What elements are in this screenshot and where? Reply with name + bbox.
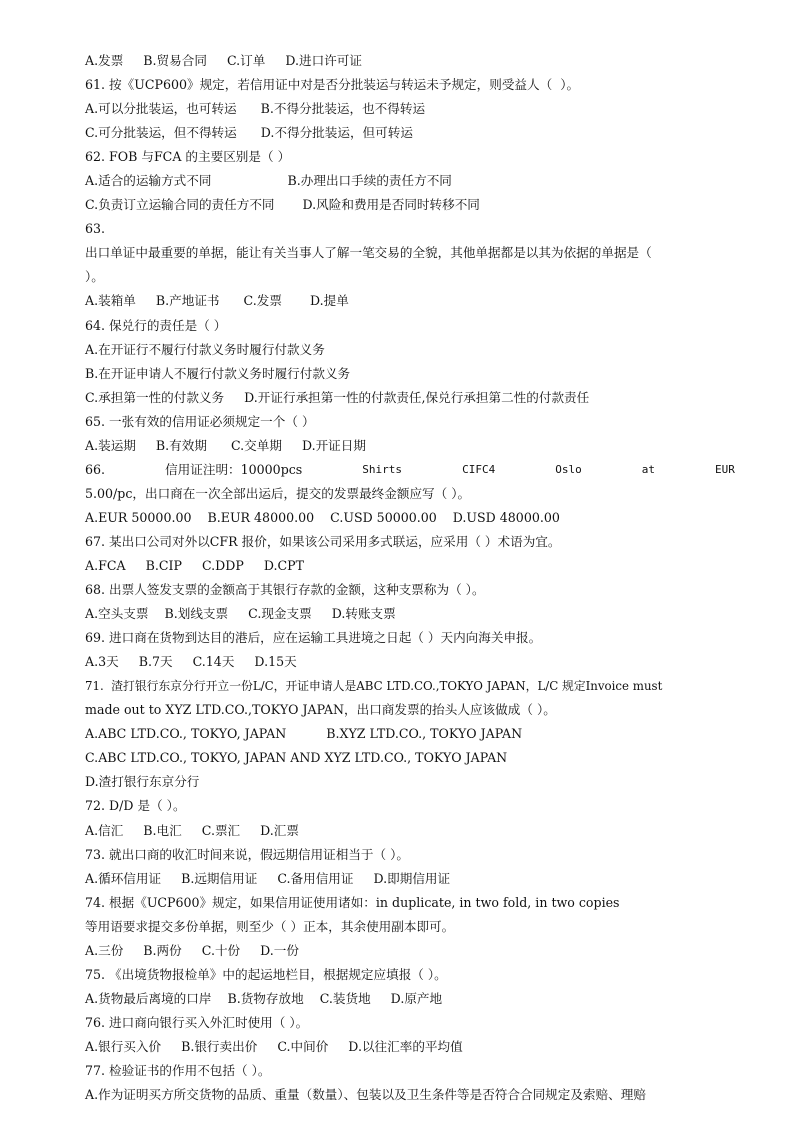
options-q67: A.FCA B.CIP C.DDP D.CPT [85, 557, 304, 573]
option-q77-a: A.作为证明买方所交货物的品质、重量（数量）、包装以及卫生条件等是否符合合同规定及索赔、理赔 [85, 1087, 646, 1103]
question-65: 65. 一张有效的信用证必须规定一个（ ） [85, 413, 315, 429]
option-q64-a: A.在开证行不履行付款义务时履行付款义务 [85, 341, 325, 357]
options-q75: A.货物最后离境的口岸 B.货物存放地 C.装货地 D.原产地 [85, 990, 443, 1006]
q66-part-shirts: Shirts [362, 462, 403, 476]
question-74-line1: 74. 根据《UCP600》规定，如果信用证使用诸如：in duplicate, in two fold, in two copies [85, 894, 620, 910]
q66-part-number: 66. [85, 461, 106, 477]
option-q64-b: B.在开证申请人不履行付款义务时履行付款义务 [85, 365, 351, 381]
q66-part-lc: 信用证注明：10000pcs [165, 461, 303, 477]
question-62: 62. FOB 与FCA 的主要区别是（ ） [85, 149, 291, 165]
question-68: 68. 出票人签发支票的金额高于其银行存款的金额，这种支票称为（ ）。 [85, 582, 485, 598]
options-q64-cd: C.承担第一性的付款义务 D.开证行承担第一性的付款责任,保兑行承担第二性的付款责任 [85, 389, 590, 405]
question-64: 64. 保兑行的责任是（ ） [85, 317, 227, 333]
q66-part-eur: EUR [715, 462, 735, 476]
options-q61-cd: C.可分批装运，但不得转运 D.不得分批装运，但可转运 [85, 125, 413, 141]
question-76: 76. 进口商向银行买入外汇时使用（ ）。 [85, 1014, 309, 1030]
question-63-number: 63. [85, 221, 106, 237]
question-66-line1 [85, 458, 735, 482]
question-61: 61. 按《UCP600》规定，若信用证中对是否分批装运与转运未予规定，则受益人（ ）。 [85, 77, 580, 93]
option-q71-c: C.ABC LTD.CO., TOKYO, JAPAN AND XYZ LTD.CO., TOKYO JAPAN [85, 750, 508, 766]
question-63-end: ）。 [85, 269, 104, 285]
options-q72: A.信汇 B.电汇 C.票汇 D.汇票 [85, 822, 299, 838]
question-71-line2: made out to XYZ LTD.CO.,TOKYO JAPAN，出口商发票的抬头人应该做成（ ）。 [85, 702, 556, 718]
options-q62-cd: C.负责订立运输合同的责任方不同 D.风险和费用是否同时转移不同 [85, 197, 480, 213]
answer-options-q60: A.发票 B.贸易合同 C.订单 D.进口许可证 [85, 53, 362, 68]
options-q63: A.装箱单 B.产地证书 C.发票 D.提单 [85, 293, 349, 309]
question-73: 73. 就出口商的收汇时间来说，假远期信用证相当于（ ）。 [85, 846, 409, 862]
question-63-text: 出口单证中最重要的单据，能让有关当事人了解一笔交易的全貌，其他单据都是以其为依据的单据是（ [85, 245, 652, 261]
options-q71-ab: A.ABC LTD.CO., TOKYO, JAPAN B.XYZ LTD.CO., TOKYO JAPAN [85, 726, 523, 742]
options-q74: A.三份 B.两份 C.十份 D.一份 [85, 942, 299, 958]
q66-part-at: at [641, 462, 656, 476]
question-77: 77. 检验证书的作用不包括（ ）。 [85, 1062, 271, 1078]
question-75: 75. 《出境货物报检单》中的起运地栏目，根据规定应填报（ ）。 [85, 966, 447, 982]
options-q73: A.循环信用证 B.远期信用证 C.备用信用证 D.即期信用证 [85, 870, 451, 886]
question-69: 69. 进口商在货物到达目的港后，应在运输工具进境之日起（ ）天内向海关申报。 [85, 630, 542, 646]
options-q66: A.EUR 50000.00 B.EUR 48000.00 C.USD 50000.00 D.USD 48000.00 [85, 509, 560, 525]
option-q71-d: D.渣打银行东京分行 [85, 774, 200, 790]
question-74-line2: 等用语要求提交多份单据，则至少（ ）正本，其余使用副本即可。 [85, 918, 455, 934]
q66-part-cifc4: CIFC4 [462, 462, 496, 476]
question-67: 67. 某出口公司对外以CFR 报价，如果该公司采用多式联运，应采用（ ）术语为宜。 [85, 533, 561, 549]
q66-part-oslo: Oslo [555, 462, 582, 476]
options-q61-ab: A.可以分批装运，也可转运 B.不得分批装运，也不得转运 [85, 101, 426, 117]
options-q62-ab: A.适合的运输方式不同 B.办理出口手续的责任方不同 [85, 173, 452, 189]
question-71-line1: 71. 渣打银行东京分行开立一份L/C，开证申请人是ABC LTD.CO.,TOKYO JAPAN，L/C 规定Invoice must [85, 679, 663, 694]
question-72: 72. D/D 是（ ）。 [85, 798, 186, 814]
options-q65: A.装运期 B.有效期 C.交单期 D.开证日期 [85, 437, 366, 453]
question-66-line2: 5.00/pc，出口商在一次全部出运后，提交的发票最终金额应写（ ）。 [85, 485, 471, 501]
options-q68: A.空头支票 B.划线支票 C.现金支票 D.转账支票 [85, 606, 396, 622]
document-page [85, 49, 735, 1107]
options-q76: A.银行买入价 B.银行卖出价 C.中间价 D.以往汇率的平均值 [85, 1038, 463, 1054]
options-q69: A.3天 B.7天 C.14天 D.15天 [85, 654, 297, 670]
